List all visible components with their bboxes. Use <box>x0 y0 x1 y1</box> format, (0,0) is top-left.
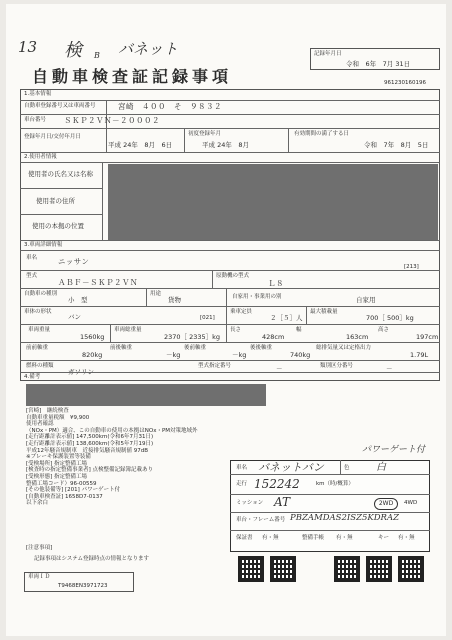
width-label: 幅 <box>296 327 302 333</box>
model-value: ＡＢＦ－ＳＫＰ２ＶＮ <box>58 278 138 287</box>
remark-line: 整備工場コード）96-00559 <box>26 480 97 487</box>
redacted-remarks <box>26 384 266 406</box>
gross-weight-value: 2370［ 2335］kg <box>164 333 221 341</box>
class-number-label: 類別区分番号 <box>320 363 354 369</box>
remark-line: [検査時の指定整備事業者] 点検整備記録簿記載あり <box>26 467 154 474</box>
section-vehicle: 3.車両詳細情報 <box>24 242 63 248</box>
kind-value: 小 型 <box>68 296 88 304</box>
notes-text: 記録事項はシステム登録時点の情報となります <box>34 556 149 562</box>
rear-rear-axle-value: 740kg <box>290 351 311 359</box>
notes-title: [注意事項] <box>26 545 53 551</box>
handwritten-number: 13 <box>18 38 38 56</box>
handwritten-kanji: 検 <box>64 40 82 61</box>
seat-value: ２［５］人 <box>270 314 303 322</box>
use-label: 用途 <box>150 291 162 297</box>
use-value: 貨物 <box>168 296 181 304</box>
body-value: バン <box>68 313 81 321</box>
card-chassis-label: 車台・フレーム番号 <box>236 517 286 523</box>
record-date-value: 令和 6年 7月 31日 <box>346 60 411 68</box>
front-front-axle-value: 820kg <box>82 351 103 359</box>
kind-label: 自動車の種別 <box>24 291 58 297</box>
displacement-value: 1.79L <box>410 351 429 359</box>
rear-front-axle-label: 後前軸重 <box>184 345 207 351</box>
vehicle-id-label: 車両ＩＤ <box>28 574 51 580</box>
drive-2wd-circled: 2WD <box>374 498 398 510</box>
rear-rear-axle-label: 後後軸重 <box>250 345 273 351</box>
card-color-label: 色 <box>344 465 350 471</box>
fuel-value: ガソリン <box>68 368 94 376</box>
chassis-value: ＳＫＰ２ＶＮ－２０００２ <box>64 116 160 125</box>
maker-value: ニッサン <box>58 257 90 266</box>
private-value: 自家用 <box>356 296 376 304</box>
engine-value: Ｌ８ <box>268 279 284 288</box>
card-odometer-unit: km（時/概算） <box>316 481 354 487</box>
model-label: 型式 <box>26 273 38 279</box>
qr-code <box>270 556 296 582</box>
redacted-user-info <box>108 164 438 240</box>
warranty-label: 保証書 <box>236 535 253 541</box>
card-odometer-value: 152242 <box>254 477 300 491</box>
max-load-label: 最大積載量 <box>310 309 338 315</box>
card-color-value: 白 <box>376 462 386 473</box>
manual-value: 有・無 <box>336 535 353 541</box>
base-location-label: 使用の本拠の位置 <box>32 222 84 230</box>
first-registration-value: 平成 24年 8月 <box>202 141 249 149</box>
handwritten-power-gate: パワーゲート付 <box>362 445 426 455</box>
user-address-label: 使用者の住所 <box>36 197 75 205</box>
private-label: 自家用・事業用の別 <box>232 294 282 300</box>
rear-front-axle-value: －kg <box>232 351 247 359</box>
registration-date-value: 平成 24年 8月 6日 <box>108 141 173 149</box>
qr-code <box>398 556 424 582</box>
height-label: 高さ <box>378 327 390 333</box>
user-name-label: 使用者の氏名又は名称 <box>28 170 93 178</box>
drive-4wd: 4WD <box>404 500 418 506</box>
length-value: 428cm <box>262 333 285 341</box>
maker-label: 車名 <box>26 255 38 261</box>
card-mission-value: AT <box>274 495 291 509</box>
remark-line: （NOx・PM）適合、この自動車の使用の本拠はNOx・PM対策地域外 <box>26 427 198 434</box>
displacement-label: 総排気量又は定格出力 <box>316 345 372 351</box>
card-name-label: 車名 <box>236 465 248 471</box>
card-odometer-label: 走行 <box>236 481 248 487</box>
class-number-value: － <box>386 365 393 373</box>
card-name-value: バネットバン <box>258 461 324 474</box>
qr-code <box>366 556 392 582</box>
remark-line: 自動車重量税額 ¥9,900 <box>26 414 90 421</box>
remarks-list <box>26 408 256 507</box>
handwritten-letter: B <box>94 51 100 60</box>
section-basic: 1.基本情報 <box>24 91 52 97</box>
vehicle-id-value: T9468EN3971723 <box>58 583 108 589</box>
key-label: キー <box>378 535 390 541</box>
width-value: 163cm <box>346 333 369 341</box>
document-number: 961230160196 <box>384 80 426 86</box>
engine-label: 原動機の型式 <box>216 273 250 279</box>
remark-line: 平成12年騒音規制車 近接排気騒音規制値 97dB <box>26 447 149 454</box>
front-front-axle-label: 前前軸重 <box>26 345 49 351</box>
handwritten-model-name: バネット <box>118 40 179 58</box>
qr-code <box>334 556 360 582</box>
height-value: 197cm <box>416 333 439 341</box>
card-mission-label: ミッション <box>236 500 264 506</box>
card-chassis-value: PBZAMDAS2ISZ5KDRAZ <box>290 513 400 523</box>
remark-line: ※ブレーキ保護装置等装備 <box>26 454 91 461</box>
expiry-value: 令和 7年 8月 5日 <box>364 141 429 149</box>
seat-label: 乗車定員 <box>230 309 253 315</box>
qr-code <box>238 556 264 582</box>
type-number-value: － <box>276 365 283 373</box>
first-registration-label: 初度登録年月 <box>188 131 222 137</box>
section-remarks: 4.備考 <box>24 374 41 380</box>
remark-line: [受検場所] 指定整備工場 <box>26 460 88 467</box>
remark-line: [走行距離計表示値] 138,600km(令和5年7月19日) <box>26 440 154 447</box>
remark-line: 以下余白 <box>26 500 49 507</box>
document-title: 自動車検査証記録事項 <box>32 67 233 86</box>
remark-line: [走行距離計表示値] 147,500km(令和6年7月31日) <box>26 434 154 441</box>
chassis-label: 車台番号 <box>24 117 47 123</box>
section-user: 2.使用者情報 <box>24 154 57 160</box>
warranty-value: 有・無 <box>262 535 279 541</box>
remark-line: [自動車検査証] 1658D7-0137 <box>26 493 103 500</box>
expiry-label: 有効期間の満了する日 <box>294 131 350 137</box>
length-label: 長さ <box>230 327 242 333</box>
maker-code: [213] <box>404 264 419 270</box>
body-label: 車体の形状 <box>24 309 52 315</box>
weight-label: 車両重量 <box>28 327 51 333</box>
document-page <box>6 4 446 636</box>
type-number-label: 型式指定番号 <box>198 363 232 369</box>
fuel-label: 燃料の種類 <box>26 363 54 369</box>
front-rear-axle-value: －kg <box>166 351 181 359</box>
body-code: [021] <box>200 315 215 321</box>
key-value: 有・無 <box>398 535 415 541</box>
plate-label: 自動車登録番号又は車両番号 <box>24 103 96 109</box>
gross-weight-label: 車両総重量 <box>114 327 142 333</box>
remark-line: [宮崎] 継続検査 <box>26 408 69 414</box>
remark-line: [受検形態] 指定整備工場 <box>26 473 88 480</box>
registration-date-label: 登録年月日/交付年月日 <box>24 134 81 140</box>
plate-value: 宮崎 ４００ そ ９８３２ <box>118 102 222 111</box>
max-load-value: 700［ 500］kg <box>366 314 414 322</box>
remark-line: 使用者確認 <box>26 421 54 428</box>
manual-label: 整備手帳 <box>302 535 325 541</box>
weight-value: 1560kg <box>80 333 105 341</box>
front-rear-axle-label: 前後軸重 <box>110 345 133 351</box>
remark-line: [その他装備等] [201] パワーゲート付 <box>26 487 121 494</box>
record-date-label: 記録年月日 <box>314 51 342 57</box>
